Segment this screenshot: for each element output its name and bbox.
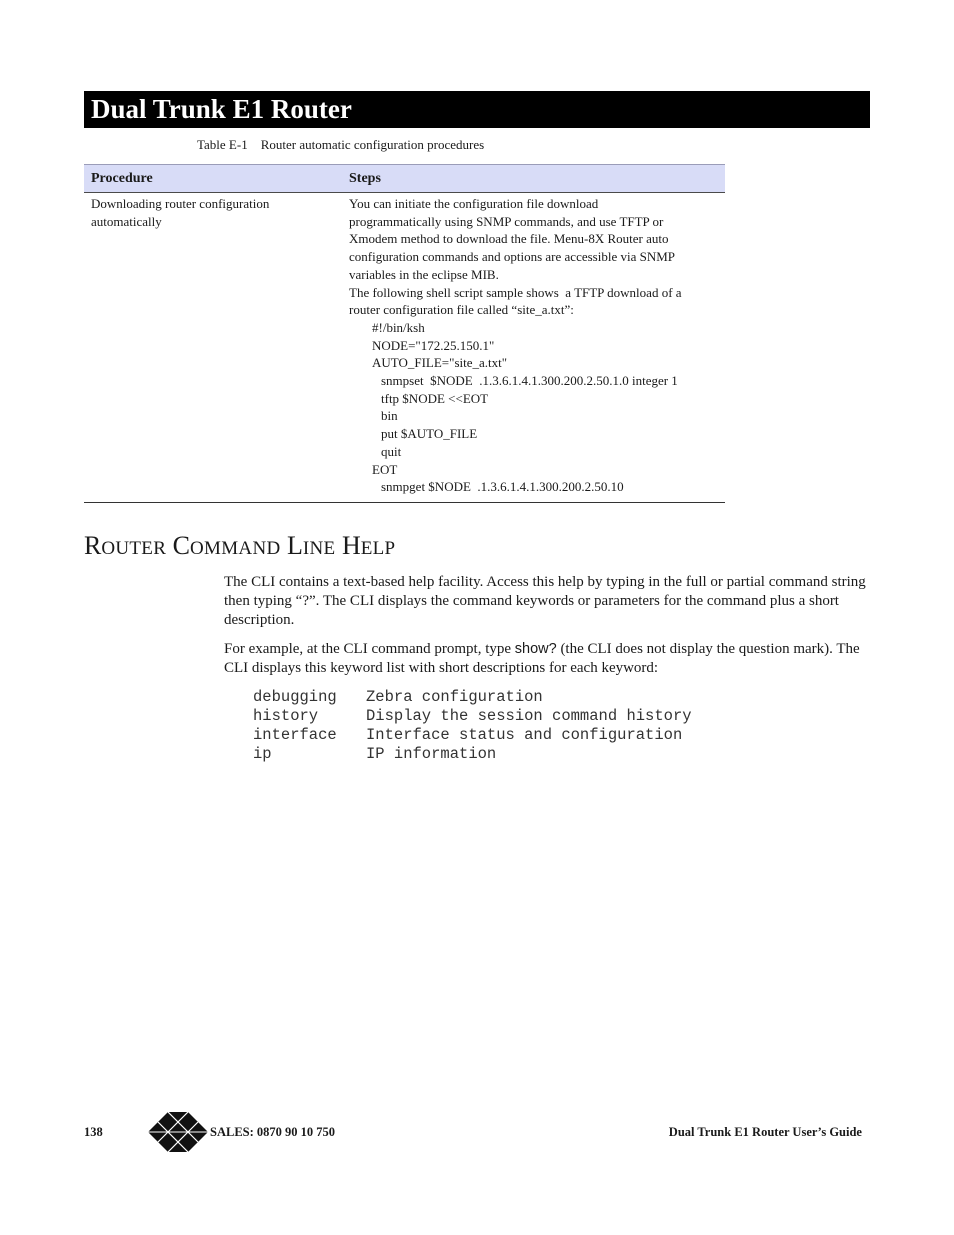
keyword: ip <box>253 745 272 763</box>
page-number: 138 <box>84 1125 103 1139</box>
black-box-diamond-logo-icon <box>148 1112 208 1152</box>
script-line: put $AUTO_FILE <box>381 426 478 442</box>
steps-line: variables in the eclipse MIB. <box>349 266 499 282</box>
table-row <box>84 193 725 503</box>
guide-title: Dual Trunk E1 Router User’s Guide <box>668 1125 862 1139</box>
page-header-title: Dual Trunk E1 Router <box>84 91 870 128</box>
column-header-procedure: Procedure <box>84 165 342 193</box>
keyword: debugging <box>253 688 337 706</box>
list-item <box>253 745 692 764</box>
column-header-steps: Steps <box>342 165 725 193</box>
keyword: interface <box>253 726 337 744</box>
steps-line: The following shell script sample shows a TFTP download of a <box>349 284 682 300</box>
list-item <box>253 688 692 707</box>
steps-line: Xmodem method to download the file. Menu-8X Router auto <box>349 231 669 247</box>
script-line: snmpget $NODE .1.3.6.1.4.1.300.200.2.50.10 <box>381 479 624 495</box>
script-line: tftp $NODE <<EOT <box>381 390 489 406</box>
script-line: EOT <box>372 461 398 477</box>
list-item <box>253 707 692 726</box>
body-paragraph-example: For example, at the CLI command prompt, type show? (the CLI does not display the question mark). The CLI displays this keyword list with short descriptions for each keyword: <box>224 641 860 676</box>
steps-line: programmatically using SNMP commands, and use TFTP or <box>349 213 664 229</box>
keyword-description: Zebra configuration <box>366 688 543 706</box>
heading-word: ROUTER <box>84 531 167 560</box>
steps-cell <box>342 193 725 503</box>
steps-line: router configuration file called “site_a.txt”: <box>349 302 574 318</box>
heading-word: HELP <box>341 531 396 560</box>
sales-phone: SALES: 0870 90 10 750 <box>210 1125 336 1139</box>
script-line: quit <box>381 443 402 459</box>
script-line: snmpset $NODE .1.3.6.1.4.1.300.200.2.50.1.0 integer 1 <box>381 373 678 389</box>
heading-word: COMMAND <box>172 531 281 560</box>
table-header-row <box>84 165 725 193</box>
procedure-cell: Downloading router configuration automatically <box>84 193 342 503</box>
script-line: NODE="172.25.150.1" <box>372 337 495 353</box>
keyword-list <box>253 688 692 764</box>
list-item <box>253 726 692 745</box>
keyword-description: Display the session command history <box>366 707 692 725</box>
steps-line: You can initiate the configuration file download <box>349 196 599 211</box>
body-paragraph: The CLI contains a text-based help facility. Access this help by typing in the full or partial command string then typing “?”. The CLI displays the command keywords or parameters for the command plus a short description. <box>224 574 866 628</box>
config-procedures-table <box>84 164 725 503</box>
steps-line: configuration commands and options are accessible via SNMP <box>349 249 676 265</box>
script-line: AUTO_FILE="site_a.txt" <box>372 355 508 371</box>
keyword-description: Interface status and configuration <box>366 726 683 744</box>
table-caption: Table E-1 Router automatic configuration procedures <box>197 137 485 152</box>
keyword: history <box>253 707 319 725</box>
script-line: bin <box>381 408 398 424</box>
heading-word: LINE <box>287 531 336 560</box>
inline-command: show? <box>514 641 557 657</box>
section-heading <box>84 530 395 565</box>
script-line: #!/bin/ksh <box>372 319 425 335</box>
keyword-description: IP information <box>366 745 497 763</box>
